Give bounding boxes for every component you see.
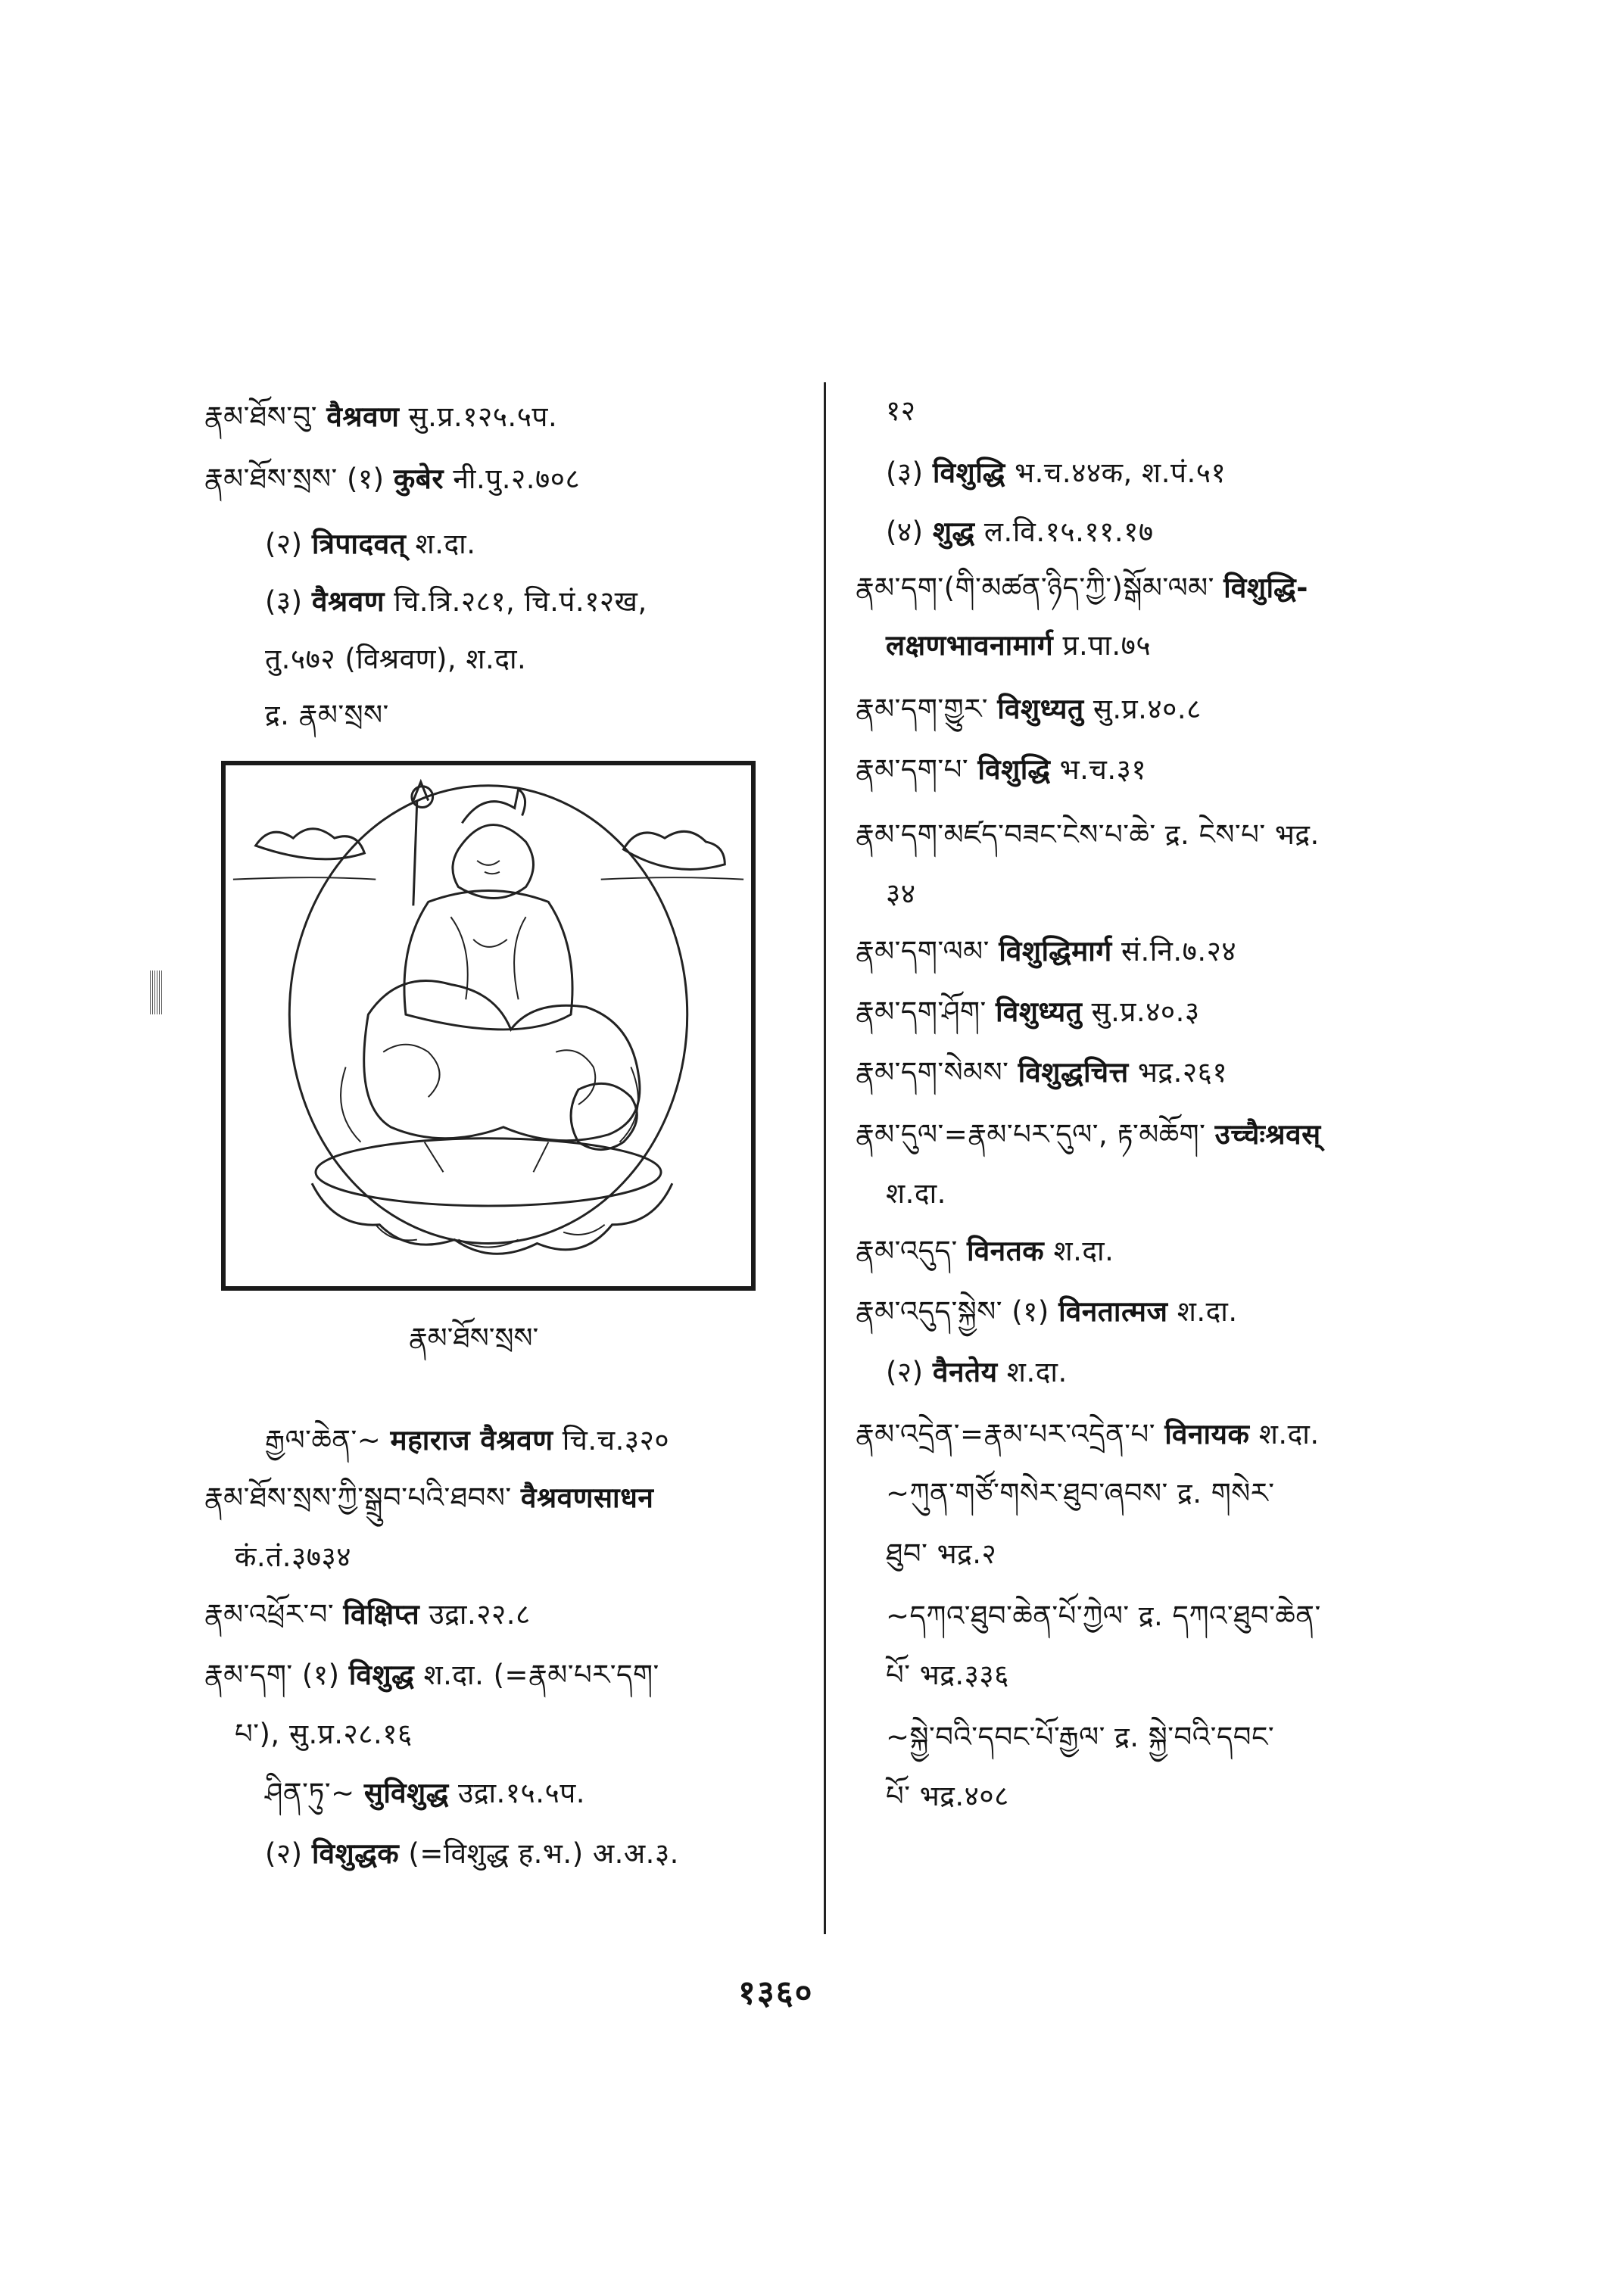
entry-line [856, 692, 1202, 727]
figure-caption: རྣམ་ཐོས་སྲས་ [409, 1322, 539, 1354]
entry-text: པོ་ भद्र.४०८ [886, 1780, 1009, 1812]
entry-text: सं.नि.७.२४ [1111, 935, 1237, 967]
entry-text: श.दा. [1249, 1418, 1320, 1450]
entry-line [265, 1837, 679, 1871]
sanskrit-term: विनायक [1164, 1418, 1250, 1450]
entry-text: तु.५७२ (विश्रवण), श.दा. [265, 643, 527, 675]
entry-text: भ.च.४४क, श.पं.५१ [1005, 456, 1227, 489]
entry-text: རྣམ་འཕྲོར་བ་ [204, 1598, 344, 1631]
sanskrit-term: सुविशुद्ध [363, 1777, 449, 1809]
entry-line [856, 1117, 1321, 1152]
sanskrit-term: विशुद्धि [977, 753, 1051, 786]
entry-line [265, 1423, 669, 1458]
entry-text: ३४ [886, 877, 916, 910]
entry-text: सु.प्र.१२५.५प. [399, 400, 558, 433]
entry-line [886, 1176, 946, 1211]
entry-line [265, 698, 389, 733]
entry-text: པོ་ भद्र.३३६ [886, 1659, 1009, 1691]
sanskrit-term: विशुद्धिमार्ग [999, 935, 1112, 967]
entry-line [856, 995, 1200, 1030]
entry-line [886, 1720, 1274, 1755]
entry-line [886, 1599, 1321, 1634]
sanskrit-term: विशुध्यतु [996, 995, 1083, 1028]
entry-line [204, 1658, 659, 1693]
entry-line [856, 1055, 1227, 1090]
entry-line [886, 1355, 1068, 1390]
entry-text: भद्र.२६१ [1128, 1056, 1228, 1089]
entry-text: རྣམ་འདྲེན་=རྣམ་པར་འདྲེན་པ་ [856, 1418, 1165, 1450]
margin-mark [150, 970, 162, 1014]
entry-text: (२) [886, 1356, 933, 1388]
entry-text: (३) [886, 456, 933, 489]
entry-text: (२) [265, 1837, 312, 1870]
sanskrit-term: विशुद्धि [932, 456, 1005, 489]
sanskrit-term: वैश्रवण [326, 400, 400, 433]
entry-text: (=विशुद्ध ह.भ.) अ.अ.३. [399, 1837, 679, 1870]
entry-line [886, 394, 915, 428]
entry-text: चि.च.३२० [553, 1424, 670, 1456]
entry-text: རྣམ་འདུད་ [856, 1235, 967, 1267]
sanskrit-term: विशुद्ध [348, 1659, 415, 1691]
entry-text: ~ཀུན་གཙོ་གསེར་ཐུབ་ཞབས་ द्र. གསེར་ [886, 1477, 1275, 1509]
entry-text: རྣམ་ཐོས་བུ་ [204, 400, 327, 433]
entry-line [204, 400, 557, 435]
entry-line [886, 877, 915, 911]
entry-line [204, 1481, 653, 1516]
entry-text: कं.तं.३७३४ [235, 1541, 351, 1573]
entry-line [204, 462, 580, 497]
entry-text: श.दा. [406, 528, 476, 560]
entry-text: नी.पु.२.७०८ [444, 463, 581, 495]
entry-text: १२ [886, 394, 916, 427]
entry-text: सु.प्र.४०.३ [1082, 995, 1200, 1028]
sanskrit-term: लक्षणभावनामार्ग [886, 629, 1054, 662]
entry-line [856, 818, 1320, 852]
entry-line [265, 1776, 585, 1811]
entry-text: द्र. རྣམ་སྲས་ [265, 699, 389, 731]
entry-line [856, 1234, 1114, 1269]
entry-text: རྣམ་དག་གྱུར་ [856, 693, 998, 725]
entry-text: རྣམ་དག་ཤོག་ [856, 995, 996, 1028]
sanskrit-term: त्रिपादवत् [311, 528, 407, 560]
sanskrit-term: विशुद्धचित्त [1018, 1056, 1129, 1089]
sanskrit-term: विनतक [967, 1235, 1045, 1267]
entry-line [886, 628, 1151, 663]
sanskrit-term: कुबेर [393, 463, 444, 495]
entry-text: (३) [265, 585, 312, 618]
entry-text: ཤིན་ཏུ་~ [265, 1777, 364, 1809]
entry-text: (४) [886, 516, 933, 548]
sanskrit-term: उच्चैःश्रवस् [1214, 1118, 1321, 1151]
entry-line [856, 934, 1236, 969]
sanskrit-term: वैश्रवणसाधन [520, 1481, 654, 1514]
entry-text: རྣམ་དག་སེམས་ [856, 1056, 1018, 1089]
entry-line [886, 515, 1154, 550]
entry-line [856, 1294, 1238, 1329]
sanskrit-term: वैश्रवण [311, 585, 385, 618]
entry-line [886, 1779, 1009, 1814]
entry-text: श.दा. [1044, 1235, 1114, 1267]
entry-text: ल.वि.१५.११.१७ [974, 516, 1154, 548]
entry-text: པ་), सु.प्र.२८.१६ [235, 1718, 413, 1750]
entry-text: རྒྱལ་ཆེན་~ [265, 1424, 391, 1456]
sanskrit-term: शुद्ध [932, 516, 975, 548]
entry-text: རྣམ་དག་ལམ་ [856, 935, 999, 967]
entry-line [856, 1417, 1320, 1452]
entry-text: རྣམ་འདུད་སྐྱེས་ (१) [856, 1295, 1059, 1328]
entry-text: རྣམ་དག་པ་ [856, 753, 978, 786]
page-number: १३६० [738, 1974, 814, 2012]
entry-line [886, 1476, 1275, 1511]
entry-text: རྣམ་ཐོས་སྲས་ཀྱི་སྒྲུབ་པའི་ཐབས་ [204, 1481, 521, 1514]
entry-text: རྣམ་ཐོས་སྲས་ (१) [204, 463, 394, 495]
entry-line [235, 1717, 413, 1752]
sanskrit-term: विशुद्धक [311, 1837, 400, 1870]
entry-line [886, 456, 1226, 491]
entry-line [886, 1658, 1009, 1693]
column-divider [824, 382, 826, 1934]
entry-text: ~སྐྱེ་བའི་དབང་པོ་རྒྱལ་ द्र. སྐྱེ་བའི་དབང་ [886, 1721, 1275, 1753]
entry-line [265, 642, 526, 677]
entry-text: श.दा. (=རྣམ་པར་དག་ [414, 1659, 659, 1691]
sanskrit-term: महाराज वैश्रवण [390, 1424, 553, 1456]
entry-text: उद्रा.१५.५प. [448, 1777, 586, 1809]
entry-text: भ.च.३१ [1050, 753, 1147, 786]
entry-text: श.दा. [1167, 1295, 1238, 1328]
entry-line [265, 527, 475, 562]
entry-line [886, 1537, 996, 1572]
deity-illustration [221, 761, 756, 1291]
entry-text: चि.त्रि.२८१, चि.पं.१२ख, [384, 585, 647, 618]
entry-line [856, 571, 1308, 606]
entry-text: རྣམ་དག་(གི་མཚན་ཉིད་ཀྱི་)སྒོམ་ལམ་ [856, 572, 1224, 604]
entry-text: सु.प्र.४०.८ [1083, 693, 1202, 725]
entry-text: श.दा. [886, 1177, 946, 1210]
entry-text: ~དཀའ་ཐུབ་ཆེན་པོ་ཀྱེལ་ द्र. དཀའ་ཐུབ་ཆེན་ [886, 1600, 1321, 1632]
entry-text: རྣམ་དག་མཛད་བཟང་ངེས་པ་ཆེ་ द्र. ངེས་པ་ भद्र. [856, 818, 1320, 851]
sanskrit-term: विनतात्मज [1058, 1295, 1168, 1328]
sanskrit-term: विशुध्यतु [997, 693, 1084, 725]
entry-text: (२) [265, 528, 312, 560]
sanskrit-term: विशुद्धि- [1223, 572, 1308, 604]
entry-text: श.दा. [997, 1356, 1068, 1388]
entry-text: प्र.पा.७५ [1053, 629, 1152, 662]
sanskrit-term: विक्षिप्त [343, 1598, 420, 1631]
sanskrit-term: वैनतेय [932, 1356, 998, 1388]
entry-text: ཐུབ་ भद्र.२ [886, 1537, 997, 1570]
entry-line [265, 584, 647, 619]
entry-line [856, 752, 1146, 787]
entry-text: उद्रा.२२.८ [419, 1598, 531, 1631]
entry-text: རྣམ་དུལ་=རྣམ་པར་དུལ་, རྟ་མཆོག་ [856, 1118, 1215, 1151]
entry-line [235, 1540, 351, 1575]
entry-line [204, 1597, 531, 1632]
entry-text: རྣམ་དག་ (१) [204, 1659, 349, 1691]
